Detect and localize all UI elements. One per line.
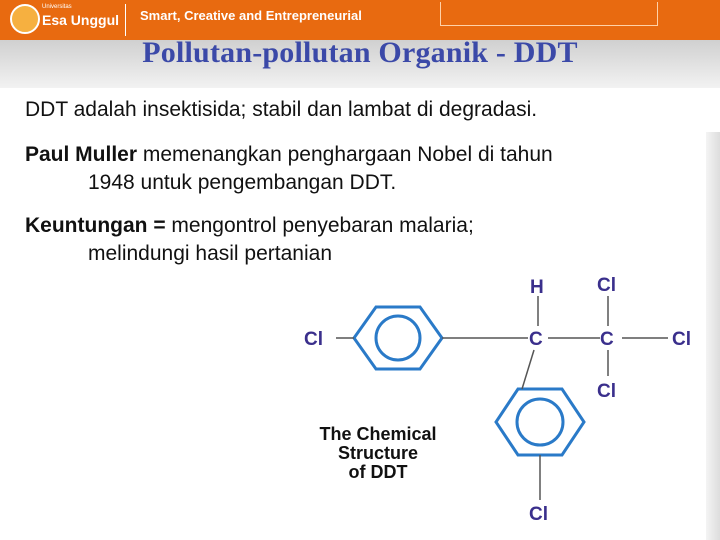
atom-c-right: C xyxy=(600,329,614,350)
paragraph-2-bold: Paul Muller xyxy=(25,143,138,166)
logo-tagline: Universitas xyxy=(42,4,72,10)
caption-line-1: The Chemical xyxy=(319,424,437,444)
paragraph-3-text: mengontrol penyebaran malaria; xyxy=(165,214,474,237)
caption-line-2: Structure xyxy=(337,443,419,463)
paragraph-3-continuation: melindungi hasil pertanian xyxy=(88,242,332,265)
paragraph-1 xyxy=(25,96,537,124)
paragraph-2-text: memenangkan penghargaan Nobel di tahun xyxy=(137,143,553,166)
university-logo-icon xyxy=(10,4,40,34)
header-slogan: Smart, Creative and Entrepreneurial xyxy=(140,8,362,23)
ddt-structure-diagram xyxy=(296,268,706,540)
slide-title: Pollutan-pollutan Organik - DDT xyxy=(142,36,578,69)
right-edge-strip xyxy=(706,132,720,540)
atom-cl-bottom: Cl xyxy=(529,504,548,525)
atom-c-center: C xyxy=(529,329,543,350)
paragraph-3-bold: Keuntungan = xyxy=(25,214,166,237)
paragraph-1-text: DDT adalah insektisida; stabil dan lambat di degradasi. xyxy=(25,98,538,121)
logo-text: Esa Unggul xyxy=(42,12,120,28)
caption-line-3: of DDT xyxy=(348,462,408,482)
header-bar xyxy=(0,0,720,40)
atom-cl-top: Cl xyxy=(597,275,616,296)
paragraph-2 xyxy=(25,141,553,197)
header-divider xyxy=(125,4,126,36)
atom-cl-right: Cl xyxy=(672,329,691,350)
paragraph-3 xyxy=(25,212,474,268)
atom-cl-mid: Cl xyxy=(597,381,616,402)
atom-h-top: H xyxy=(530,277,544,298)
paragraph-2-continuation: 1948 untuk pengembangan DDT. xyxy=(88,171,397,194)
atom-cl-left: Cl xyxy=(304,329,323,350)
header-decoration xyxy=(440,2,658,26)
